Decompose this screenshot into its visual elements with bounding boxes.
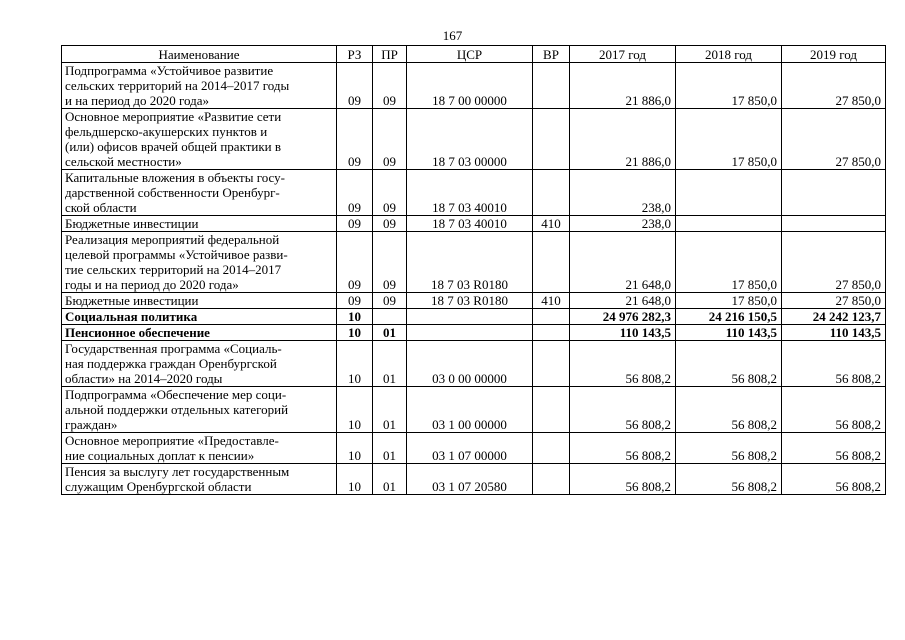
cell-y2017: 21 648,0 — [570, 293, 676, 309]
name-line: тие сельских территорий на 2014–2017 — [65, 262, 282, 277]
header-y2017: 2017 год — [570, 46, 676, 63]
cell-y2019 — [782, 216, 886, 232]
cell-pr: 01 — [373, 433, 407, 464]
cell-y2018: 17 850,0 — [676, 232, 782, 293]
cell-y2018: 56 808,2 — [676, 433, 782, 464]
cell-y2017: 56 808,2 — [570, 387, 676, 433]
cell-vr — [533, 341, 570, 387]
name-line: фельдшерско-акушерских пунктов и — [65, 124, 268, 139]
cell-pr: 01 — [373, 325, 407, 341]
header-rz: РЗ — [337, 46, 373, 63]
header-vr: ВР — [533, 46, 570, 63]
cell-y2018: 17 850,0 — [676, 63, 782, 109]
table-row — [62, 341, 886, 387]
cell-csr: 03 1 07 20580 — [407, 464, 533, 495]
cell-y2018: 110 143,5 — [676, 325, 782, 341]
cell-y2019: 27 850,0 — [782, 109, 886, 170]
table-row — [62, 433, 886, 464]
cell-name — [62, 387, 337, 433]
name-line: Реализация мероприятий федеральной — [65, 232, 280, 247]
name-line: Государственная программа «Социаль- — [65, 341, 282, 356]
cell-y2017: 24 976 282,3 — [570, 309, 676, 325]
cell-pr: 01 — [373, 464, 407, 495]
name-line: сельской местности» — [65, 154, 182, 169]
cell-csr: 18 7 03 00000 — [407, 109, 533, 170]
name-line: и на период до 2020 года» — [65, 93, 209, 108]
cell-pr: 09 — [373, 293, 407, 309]
budget-table — [61, 45, 886, 495]
header-y2019: 2019 год — [782, 46, 886, 63]
cell-name — [62, 293, 337, 309]
cell-y2019: 24 242 123,7 — [782, 309, 886, 325]
name-line: дарственной собственности Оренбург- — [65, 185, 280, 200]
cell-y2019 — [782, 170, 886, 216]
cell-rz: 09 — [337, 170, 373, 216]
cell-csr: 18 7 03 R0180 — [407, 232, 533, 293]
name-line: Основное мероприятие «Развитие сети — [65, 109, 282, 124]
cell-csr: 18 7 03 R0180 — [407, 293, 533, 309]
cell-csr: 18 7 00 00000 — [407, 63, 533, 109]
cell-vr — [533, 232, 570, 293]
cell-vr — [533, 433, 570, 464]
table-row — [62, 170, 886, 216]
name-line: Капитальные вложения в объекты госу- — [65, 170, 285, 185]
cell-rz: 09 — [337, 109, 373, 170]
cell-pr: 09 — [373, 170, 407, 216]
cell-y2019: 56 808,2 — [782, 341, 886, 387]
name-line: Бюджетные инвестиции — [65, 216, 199, 231]
table-row — [62, 216, 886, 232]
cell-y2018: 17 850,0 — [676, 293, 782, 309]
table-row — [62, 109, 886, 170]
cell-y2019: 27 850,0 — [782, 293, 886, 309]
cell-rz: 10 — [337, 464, 373, 495]
name-line: ная поддержка граждан Оренбургской — [65, 356, 277, 371]
name-line: Подпрограмма «Устойчивое развитие — [65, 63, 274, 78]
cell-name — [62, 309, 337, 325]
cell-rz: 10 — [337, 309, 373, 325]
cell-y2019: 56 808,2 — [782, 387, 886, 433]
cell-rz: 09 — [337, 232, 373, 293]
cell-rz: 10 — [337, 387, 373, 433]
cell-y2018: 56 808,2 — [676, 341, 782, 387]
header-y2018: 2018 год — [676, 46, 782, 63]
cell-y2018 — [676, 170, 782, 216]
cell-csr: 03 0 00 00000 — [407, 341, 533, 387]
cell-rz: 10 — [337, 433, 373, 464]
name-line: Бюджетные инвестиции — [65, 293, 199, 308]
cell-y2017: 110 143,5 — [570, 325, 676, 341]
cell-vr: 410 — [533, 293, 570, 309]
cell-name — [62, 232, 337, 293]
cell-name — [62, 170, 337, 216]
cell-name — [62, 464, 337, 495]
name-line: альной поддержки отдельных категорий — [65, 402, 289, 417]
cell-y2017: 56 808,2 — [570, 341, 676, 387]
table-row — [62, 387, 886, 433]
header-name: Наименование — [62, 46, 337, 63]
cell-pr: 09 — [373, 63, 407, 109]
cell-vr — [533, 63, 570, 109]
page-number: 167 — [442, 28, 463, 43]
cell-csr: 18 7 03 40010 — [407, 170, 533, 216]
cell-y2018: 24 216 150,5 — [676, 309, 782, 325]
cell-y2019: 27 850,0 — [782, 63, 886, 109]
name-line: служащим Оренбургской области — [65, 479, 252, 494]
cell-vr — [533, 325, 570, 341]
cell-rz: 09 — [337, 293, 373, 309]
name-line: ние социальных доплат к пенсии» — [65, 448, 255, 463]
cell-csr: 18 7 03 40010 — [407, 216, 533, 232]
cell-csr: 03 1 00 00000 — [407, 387, 533, 433]
cell-y2017: 56 808,2 — [570, 433, 676, 464]
name-line: граждан» — [65, 417, 118, 432]
name-line: сельских территорий на 2014–2017 годы — [65, 78, 290, 93]
name-line: целевой программы «Устойчивое разви- — [65, 247, 288, 262]
header-row — [62, 46, 886, 63]
cell-y2017: 238,0 — [570, 216, 676, 232]
cell-pr: 09 — [373, 216, 407, 232]
cell-pr: 09 — [373, 109, 407, 170]
cell-rz: 10 — [337, 325, 373, 341]
cell-y2017: 56 808,2 — [570, 464, 676, 495]
cell-name — [62, 109, 337, 170]
name-line: области» на 2014–2020 годы — [65, 371, 223, 386]
cell-name — [62, 216, 337, 232]
name-line: Социальная политика — [65, 309, 198, 324]
cell-rz: 09 — [337, 63, 373, 109]
cell-y2017: 238,0 — [570, 170, 676, 216]
cell-vr — [533, 170, 570, 216]
cell-y2017: 21 886,0 — [570, 63, 676, 109]
cell-pr — [373, 309, 407, 325]
header-csr: ЦСР — [407, 46, 533, 63]
name-line: Пенсия за выслугу лет государственным — [65, 464, 290, 479]
name-line: (или) офисов врачей общей практики в — [65, 139, 282, 154]
cell-csr: 03 1 07 00000 — [407, 433, 533, 464]
cell-vr — [533, 109, 570, 170]
cell-vr: 410 — [533, 216, 570, 232]
name-line: Подпрограмма «Обеспечение мер соци- — [65, 387, 287, 402]
table-row — [62, 309, 886, 325]
name-line: ской области — [65, 200, 137, 215]
cell-rz: 09 — [337, 216, 373, 232]
cell-name — [62, 341, 337, 387]
cell-y2019: 27 850,0 — [782, 232, 886, 293]
cell-pr: 01 — [373, 341, 407, 387]
header-pr: ПР — [373, 46, 407, 63]
table-row — [62, 293, 886, 309]
cell-name — [62, 433, 337, 464]
cell-vr — [533, 309, 570, 325]
cell-y2017: 21 886,0 — [570, 109, 676, 170]
name-line: Основное мероприятие «Предоставле- — [65, 433, 279, 448]
name-line: годы и на период до 2020 года» — [65, 277, 239, 292]
cell-rz: 10 — [337, 341, 373, 387]
cell-y2017: 21 648,0 — [570, 232, 676, 293]
cell-y2018 — [676, 216, 782, 232]
table-row — [62, 232, 886, 293]
cell-y2019: 56 808,2 — [782, 464, 886, 495]
table-row — [62, 63, 886, 109]
name-line: Пенсионное обеспечение — [65, 325, 210, 340]
cell-y2019: 110 143,5 — [782, 325, 886, 341]
table-row — [62, 325, 886, 341]
cell-y2018: 56 808,2 — [676, 464, 782, 495]
table-body — [62, 63, 886, 495]
cell-csr — [407, 309, 533, 325]
cell-y2019: 56 808,2 — [782, 433, 886, 464]
cell-name — [62, 325, 337, 341]
cell-name — [62, 63, 337, 109]
cell-vr — [533, 464, 570, 495]
table-row — [62, 464, 886, 495]
cell-pr: 09 — [373, 232, 407, 293]
cell-y2018: 56 808,2 — [676, 387, 782, 433]
cell-y2018: 17 850,0 — [676, 109, 782, 170]
cell-csr — [407, 325, 533, 341]
cell-pr: 01 — [373, 387, 407, 433]
cell-vr — [533, 387, 570, 433]
